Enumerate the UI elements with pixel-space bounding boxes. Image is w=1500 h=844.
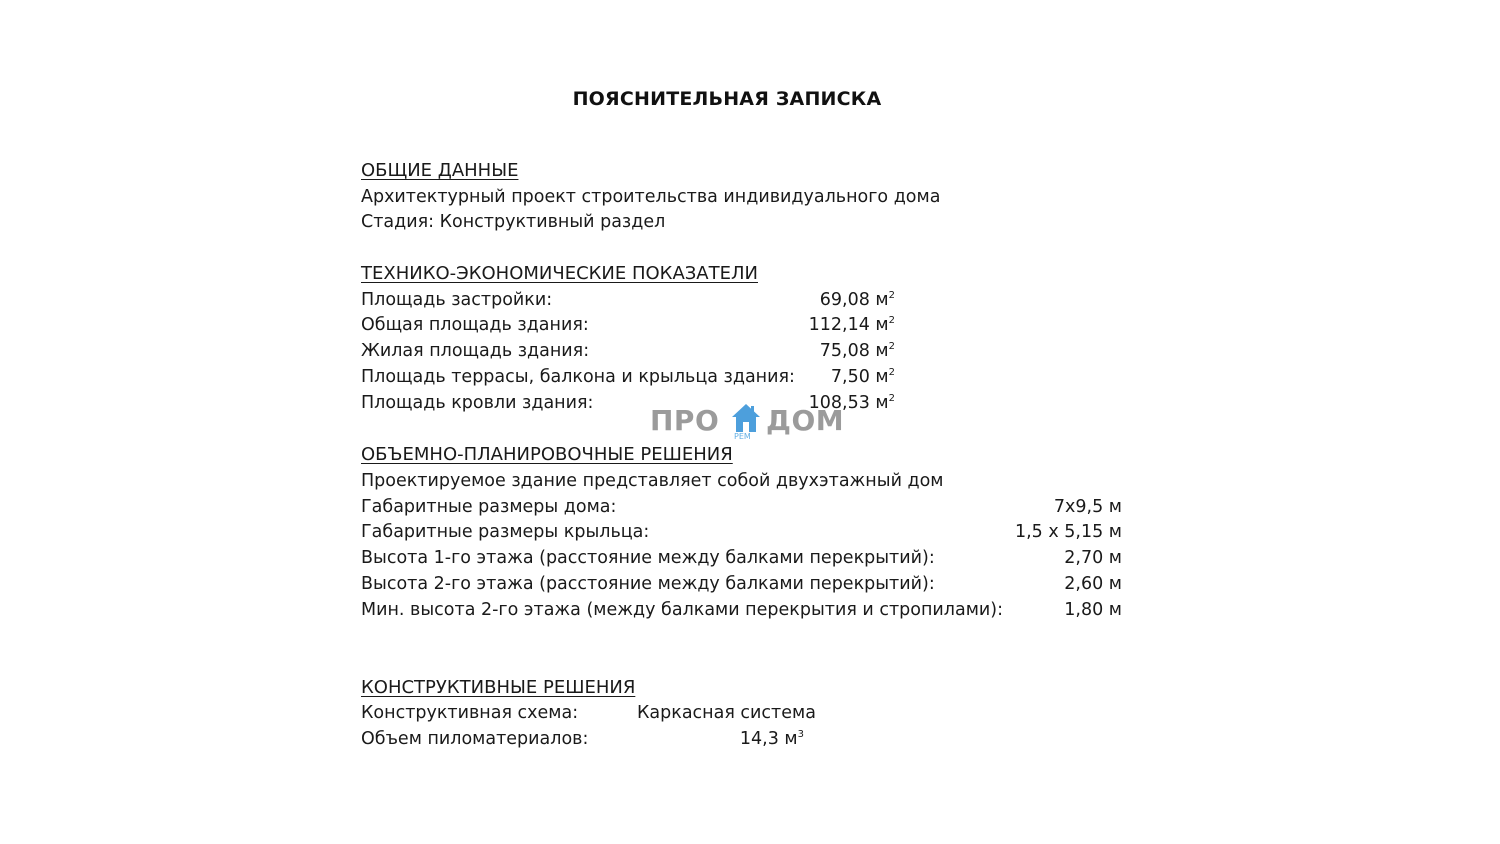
tep-label-roof-area: Площадь кровли здания: <box>361 393 594 413</box>
construction-label-lumber-volume: Объем пиломатериалов: <box>361 729 589 749</box>
planning-label-porch-size: Габаритные размеры крыльца: <box>361 522 650 542</box>
planning-intro: Проектируемое здание представляет собой двухэтажный дом <box>361 471 944 491</box>
planning-value-porch-size: 1,5 х 5,15 м <box>1014 522 1122 542</box>
planning-label-floor1-height: Высота 1-го этажа (расстояние между балками перекрытий): <box>361 548 935 568</box>
construction-label-scheme: Конструктивная схема: <box>361 703 579 723</box>
planning-label-min-floor2-height: Мин. высота 2-го этажа (между балками перекрытия и стропилами): <box>361 600 1004 620</box>
planning-value-min-floor2-height: 1,80 м <box>1064 600 1122 620</box>
watermark-text-left: ПРО <box>650 404 720 437</box>
section-heading-tep: ТЕХНИКО-ЭКОНОМИЧЕСКИЕ ПОКАЗАТЕЛИ <box>361 263 758 284</box>
planning-label-house-size: Габаритные размеры дома: <box>361 497 617 517</box>
tep-label-terrace-area: Площадь террасы, балкона и крыльца здания: <box>361 367 795 387</box>
watermark-small-text: РЕМ <box>734 432 751 441</box>
planning-label-floor2-height: Высота 2-го этажа (расстояние между балками перекрытий): <box>361 574 935 594</box>
tep-value-terrace-area: 7,50 $м^2$ <box>830 367 895 387</box>
tep-value-living-area: 75,08 $м^2$ <box>819 341 895 361</box>
tep-label-building-area: Площадь застройки: <box>361 290 553 310</box>
general-line-stage: Стадия: Конструктивный раздел <box>361 212 666 232</box>
construction-value-lumber-volume: 14,3 $м^3$ <box>739 729 804 749</box>
tep-label-total-area: Общая площадь здания: <box>361 315 589 335</box>
construction-value-scheme: Каркасная система <box>637 703 816 723</box>
planning-value-house-size: 7х9,5 м <box>1053 497 1122 517</box>
section-heading-planning: ОБЪЕМНО-ПЛАНИРОВОЧНЫЕ РЕШЕНИЯ <box>361 444 733 465</box>
planning-value-floor2-height: 2,60 м <box>1064 574 1122 594</box>
tep-value-building-area: 69,08 $м^2$ <box>819 290 895 310</box>
planning-value-floor1-height: 2,70 м <box>1064 548 1122 568</box>
tep-value-total-area: 112,14 $м^2$ <box>808 315 895 335</box>
tep-value-roof-area: 108,53 $м^2$ <box>808 393 895 413</box>
section-heading-construction: КОНСТРУКТИВНЫЕ РЕШЕНИЯ <box>361 677 636 698</box>
section-heading-general: ОБЩИЕ ДАННЫЕ <box>361 160 519 181</box>
document-title: ПОЯСНИТЕЛЬНАЯ ЗАПИСКА <box>572 88 882 110</box>
general-line-project: Архитектурный проект строительства индивидуального дома <box>361 187 941 207</box>
watermark-text-right: ДОМ <box>766 404 845 437</box>
tep-label-living-area: Жилая площадь здания: <box>361 341 590 361</box>
